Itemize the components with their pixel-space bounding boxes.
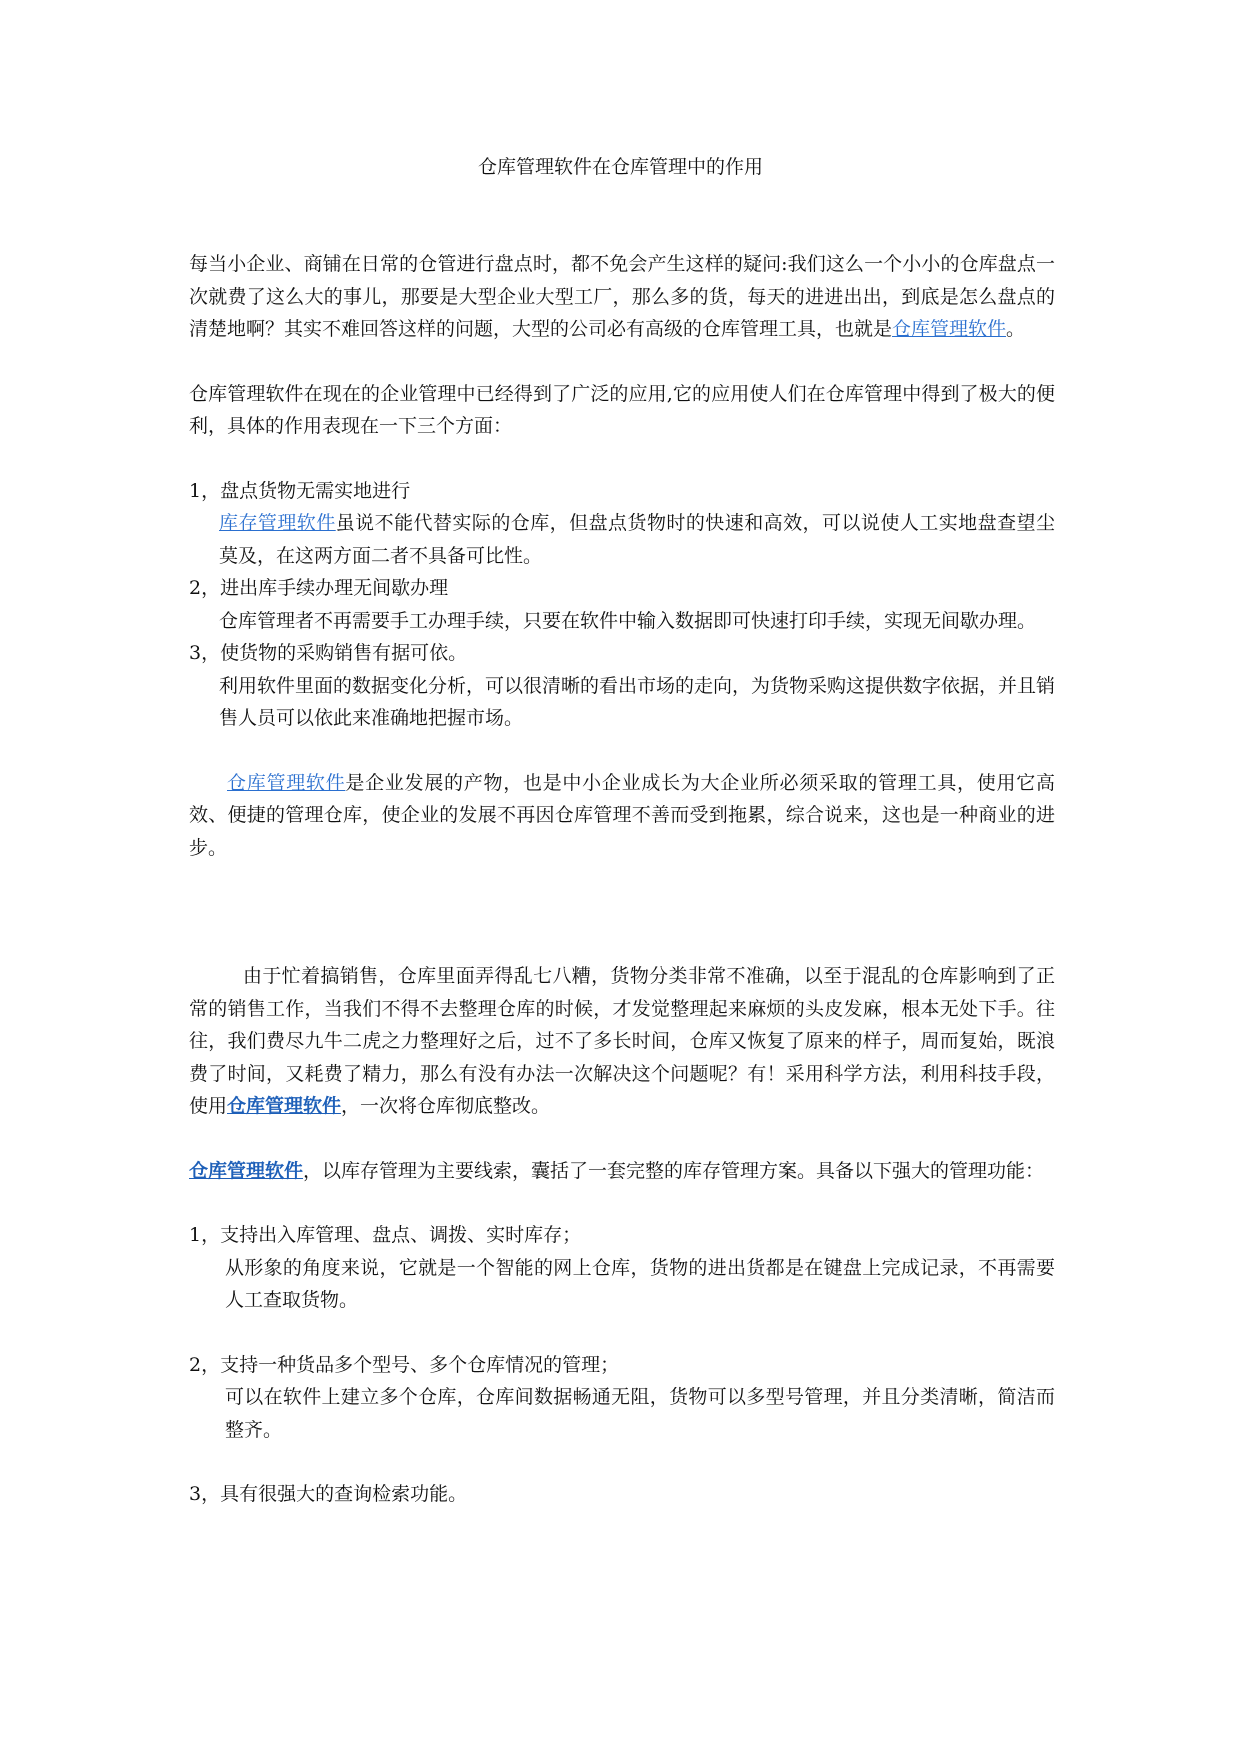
paragraph-problem — [189, 960, 1055, 1123]
list2-item-2-head: 2，支持一种货品多个型号、多个仓库情况的管理； — [189, 1353, 620, 1376]
document-title: 仓库管理软件在仓库管理中的作用 — [477, 156, 763, 178]
document-body — [189, 248, 1055, 1511]
paragraph-product-text: 是企业发展的产物，也是中小企业成长为大企业所必须采取的管理工具，使用它高效、便捷的管理仓库，使企业的发展不再因仓库管理不善而受到拖累，综合说来，这也是一种商业的进步。 — [189, 771, 1055, 859]
warehouse-software-link-4[interactable]: 仓库管理软件 — [189, 1159, 304, 1182]
paragraph-intro — [189, 248, 1055, 346]
list1-item-2-head: 2，进出库手续办理无间歇办理 — [189, 577, 449, 599]
warehouse-software-link-3[interactable]: 仓库管理软件 — [227, 1095, 342, 1117]
paragraph-product — [189, 767, 1055, 865]
list1-item-1-body — [189, 507, 1055, 572]
warehouse-software-link[interactable]: 仓库管理软件 — [892, 318, 1007, 340]
paragraph-usage: 仓库管理软件在现在的企业管理中已经得到了广泛的应用,它的应用使人们在仓库管理中得到了极大的便利，具体的作用表现在一下三个方面： — [189, 382, 1055, 437]
list1-item-1-text: 虽说不能代替实际的仓库，但盘点货物时的快速和高效，可以说使人工实地盘查望尘莫及，在这两方面二者不具备可比性。 — [219, 512, 1055, 567]
paragraph-problem-end: ，一次将仓库彻底整改。 — [341, 1095, 551, 1117]
paragraph-intro-text: 每当小企业、商铺在日常的仓管进行盘点时，都不免会产生这样的疑问:我们这么一个小小的仓库盘点一次就费了这么大的事儿，那要是大型企业大型工厂，那么多的货，每天的进进出出，到底是怎么盘点的清楚地啊？其实不难回答这样的问题，大型的公司必有高级的仓库管理工具，也就是 — [189, 253, 1055, 340]
list1-item-3-body: 利用软件里面的数据变化分析，可以很清晰的看出市场的走向，为货物采购这提供数字依据，并且销售人员可以依此来准确地把握市场。 — [219, 674, 1056, 729]
inventory-software-link[interactable]: 库存管理软件 — [219, 512, 336, 534]
list1-item-2-body: 仓库管理者不再需要手工办理手续，只要在软件中输入数据即可快速打印手续，实现无间歇办理。 — [219, 609, 1037, 632]
list2-item-3-head: 3，具有很强大的查询检索功能。 — [189, 1483, 468, 1505]
list1-item-3-head: 3，使货物的采购销售有据可依。 — [189, 642, 468, 664]
list2-item-1-head: 1，支持出入库管理、盘点、调拨、实时库存； — [189, 1224, 582, 1246]
list2-item-1-body: 从形象的角度来说，它就是一个智能的网上仓库，货物的进出货都是在键盘上完成记录，不再需要人工查取货物。 — [225, 1256, 1055, 1311]
paragraph-intro-end: 。 — [1006, 318, 1026, 340]
warehouse-software-link-2[interactable]: 仓库管理软件 — [227, 771, 346, 794]
paragraph-features — [189, 1155, 1055, 1188]
list1-item-1-head: 1，盘点货物无需实地进行 — [189, 479, 411, 502]
list2-item-2-body: 可以在软件上建立多个仓库，仓库间数据畅通无阻，货物可以多型号管理，并且分类清晰，简洁而整齐。 — [225, 1386, 1055, 1441]
paragraph-problem-text: 由于忙着搞销售，仓库里面弄得乱七八糟，货物分类非常不准确，以至于混乱的仓库影响到了正常的销售工作，当我们不得不去整理仓库的时候，才发觉整理起来麻烦的头皮发麻，根本无处下手。往往，我们费尽九牛二虎之力整理好之后，过不了多长时间，仓库又恢复了原来的样子，周而复始，既浪费了时间，又耗费了精力，那么有没有办法一次解决这个问题呢？有！采用科学方法，利用科技手段，使用 — [189, 965, 1055, 1117]
paragraph-features-text: ，以库存管理为主要线索，囊括了一套完整的库存管理方案。具备以下强大的管理功能： — [303, 1159, 1045, 1182]
